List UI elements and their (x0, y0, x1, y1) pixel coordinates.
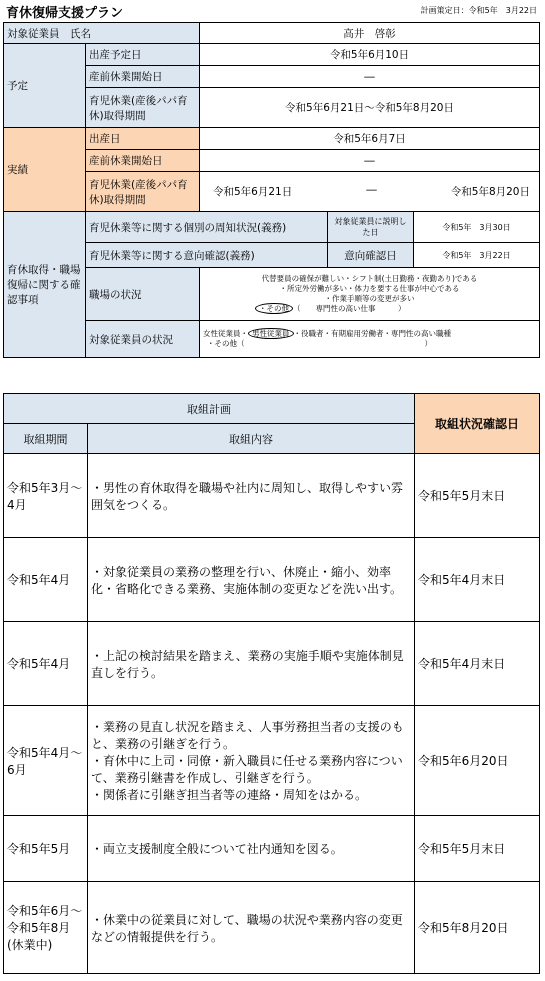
planned-prenatal-label: 産前休業開始日 (86, 66, 200, 88)
actual-prenatal-label: 産前休業開始日 (86, 150, 200, 172)
plan-section-title: 取組計画 (4, 394, 415, 424)
intent-label: 育児休業等に関する意向確認(義務) (86, 243, 328, 268)
emp-status-label: 対象従業員の状況 (86, 321, 200, 358)
workplace-line-1: 代替要員の確保が難しい・シフト制(土日勤務・夜勤あり)である (261, 274, 478, 283)
row-content: ・両立支援制度全般について社内通知を図る。 (88, 816, 415, 882)
row-status: 令和5年8月20日 (415, 882, 540, 974)
table-row (4, 816, 540, 882)
planned-label: 予定 (4, 44, 86, 128)
row-content: ・男性の育休取得を職場や社内に周知し、取得しやすい雰囲気をつくる。 (88, 454, 415, 538)
actual-leave-value (200, 172, 540, 212)
plan-table (3, 393, 540, 974)
actual-birth-label: 出産日 (86, 128, 200, 150)
status-header: 取組状況確認日 (415, 394, 540, 454)
actual-label: 実績 (4, 128, 86, 212)
row-content: ・上記の検討結果を踏まえ、業務の実施手順や実施体制見直しを行う。 (88, 622, 415, 706)
row-content: ・業務の見直し状況を踏まえ、人事労務担当者の支援のもと、業務の引継ぎを行う。 ・育休中に上司・同僚・新入職員に任せる業務内容について、業務引継書を作成し、引継ぎを行う。 ・関係者に引継ぎ担当者等の連絡・周知をはかる。 (88, 706, 415, 816)
row-period: 令和5年3月～4月 (4, 454, 88, 538)
emp-line1-post: ・役職者・有期雇用労働者・専門性の高い職種 (293, 329, 451, 338)
table-row (4, 538, 540, 622)
table-row (4, 622, 540, 706)
actual-leave-sep: ― (366, 184, 377, 196)
workplace-status (200, 268, 540, 321)
planned-leave-value: 令和5年6月21日～令和5年8月20日 (200, 88, 540, 128)
emp-status (200, 321, 540, 358)
notice-date: 令和5年 3月30日 (414, 212, 540, 243)
intent-date: 令和5年 3月22日 (414, 243, 540, 268)
emp-line-2: ・その他（ ） (207, 339, 432, 348)
planned-leave-label: 育児休業(産後パパ育休)取得期間 (86, 88, 200, 128)
plan-date: 計画策定日：令和5年 3月22日 (420, 6, 537, 15)
table-row (4, 706, 540, 816)
row-period: 令和5年4月 (4, 622, 88, 706)
intent-sub-label: 意向確認日 (328, 243, 414, 268)
emp-line1-pre: 女性従業員・ (203, 329, 248, 338)
workplace-line-2: ・所定外労働が多い・体力を要する仕事が中心である (279, 284, 460, 293)
workplace-other-detail: （ 専門性の高い仕事 ） (293, 304, 406, 313)
row-status: 令和5年4月末日 (415, 622, 540, 706)
row-period: 令和5年4月 (4, 538, 88, 622)
row-period: 令和5年4月～6月 (4, 706, 88, 816)
workplace-label: 職場の状況 (86, 268, 200, 321)
row-status: 令和5年6月20日 (415, 706, 540, 816)
row-status: 令和5年5月末日 (415, 454, 540, 538)
actual-leave-start: 令和5年6月21日 (213, 186, 293, 198)
table-row (4, 882, 540, 974)
workplace-other-circled: ・その他 (255, 303, 293, 314)
employee-label: 対象従業員 氏名 (4, 23, 200, 44)
employee-name: 高井 啓彰 (200, 23, 540, 44)
actual-prenatal-value: ― (200, 150, 540, 172)
row-content: ・対象従業員の業務の整理を行い、休廃止・縮小、効率化・省略化できる業務、実施体制の変更などを洗い出す。 (88, 538, 415, 622)
row-period: 令和5年6月～令和5年8月(休業中) (4, 882, 88, 974)
info-table (3, 22, 540, 358)
row-content: ・休業中の従業員に対して、職場の状況や業務内容の変更などの情報提供を行う。 (88, 882, 415, 974)
actual-leave-label: 育児休業(産後パパ育休)取得期間 (86, 172, 200, 212)
emp-male-circled: 男性従業員 (248, 328, 294, 339)
page-title: 育休復帰支援プラン (6, 6, 124, 21)
row-period: 令和5年5月 (4, 816, 88, 882)
confirm-label: 育休取得・職場復帰に関する確認事項 (4, 212, 86, 358)
row-status: 令和5年4月末日 (415, 538, 540, 622)
col-period-header: 取組期間 (4, 424, 88, 454)
actual-leave-end: 令和5年8月20日 (450, 186, 530, 198)
actual-birth-value: 令和5年6月7日 (200, 128, 540, 150)
row-status: 令和5年5月末日 (415, 816, 540, 882)
planned-prenatal-value: ― (200, 66, 540, 88)
col-content-header: 取組内容 (88, 424, 415, 454)
planned-birth-label: 出産予定日 (86, 44, 200, 66)
workplace-line-3: ・作業手順等の変更が多い (324, 294, 415, 303)
table-row (4, 454, 540, 538)
notice-label: 育児休業等に関する個別の周知状況(義務) (86, 212, 328, 243)
planned-birth-value: 令和5年6月10日 (200, 44, 540, 66)
notice-sub-label: 対象従業員に説明した日 (328, 212, 414, 243)
